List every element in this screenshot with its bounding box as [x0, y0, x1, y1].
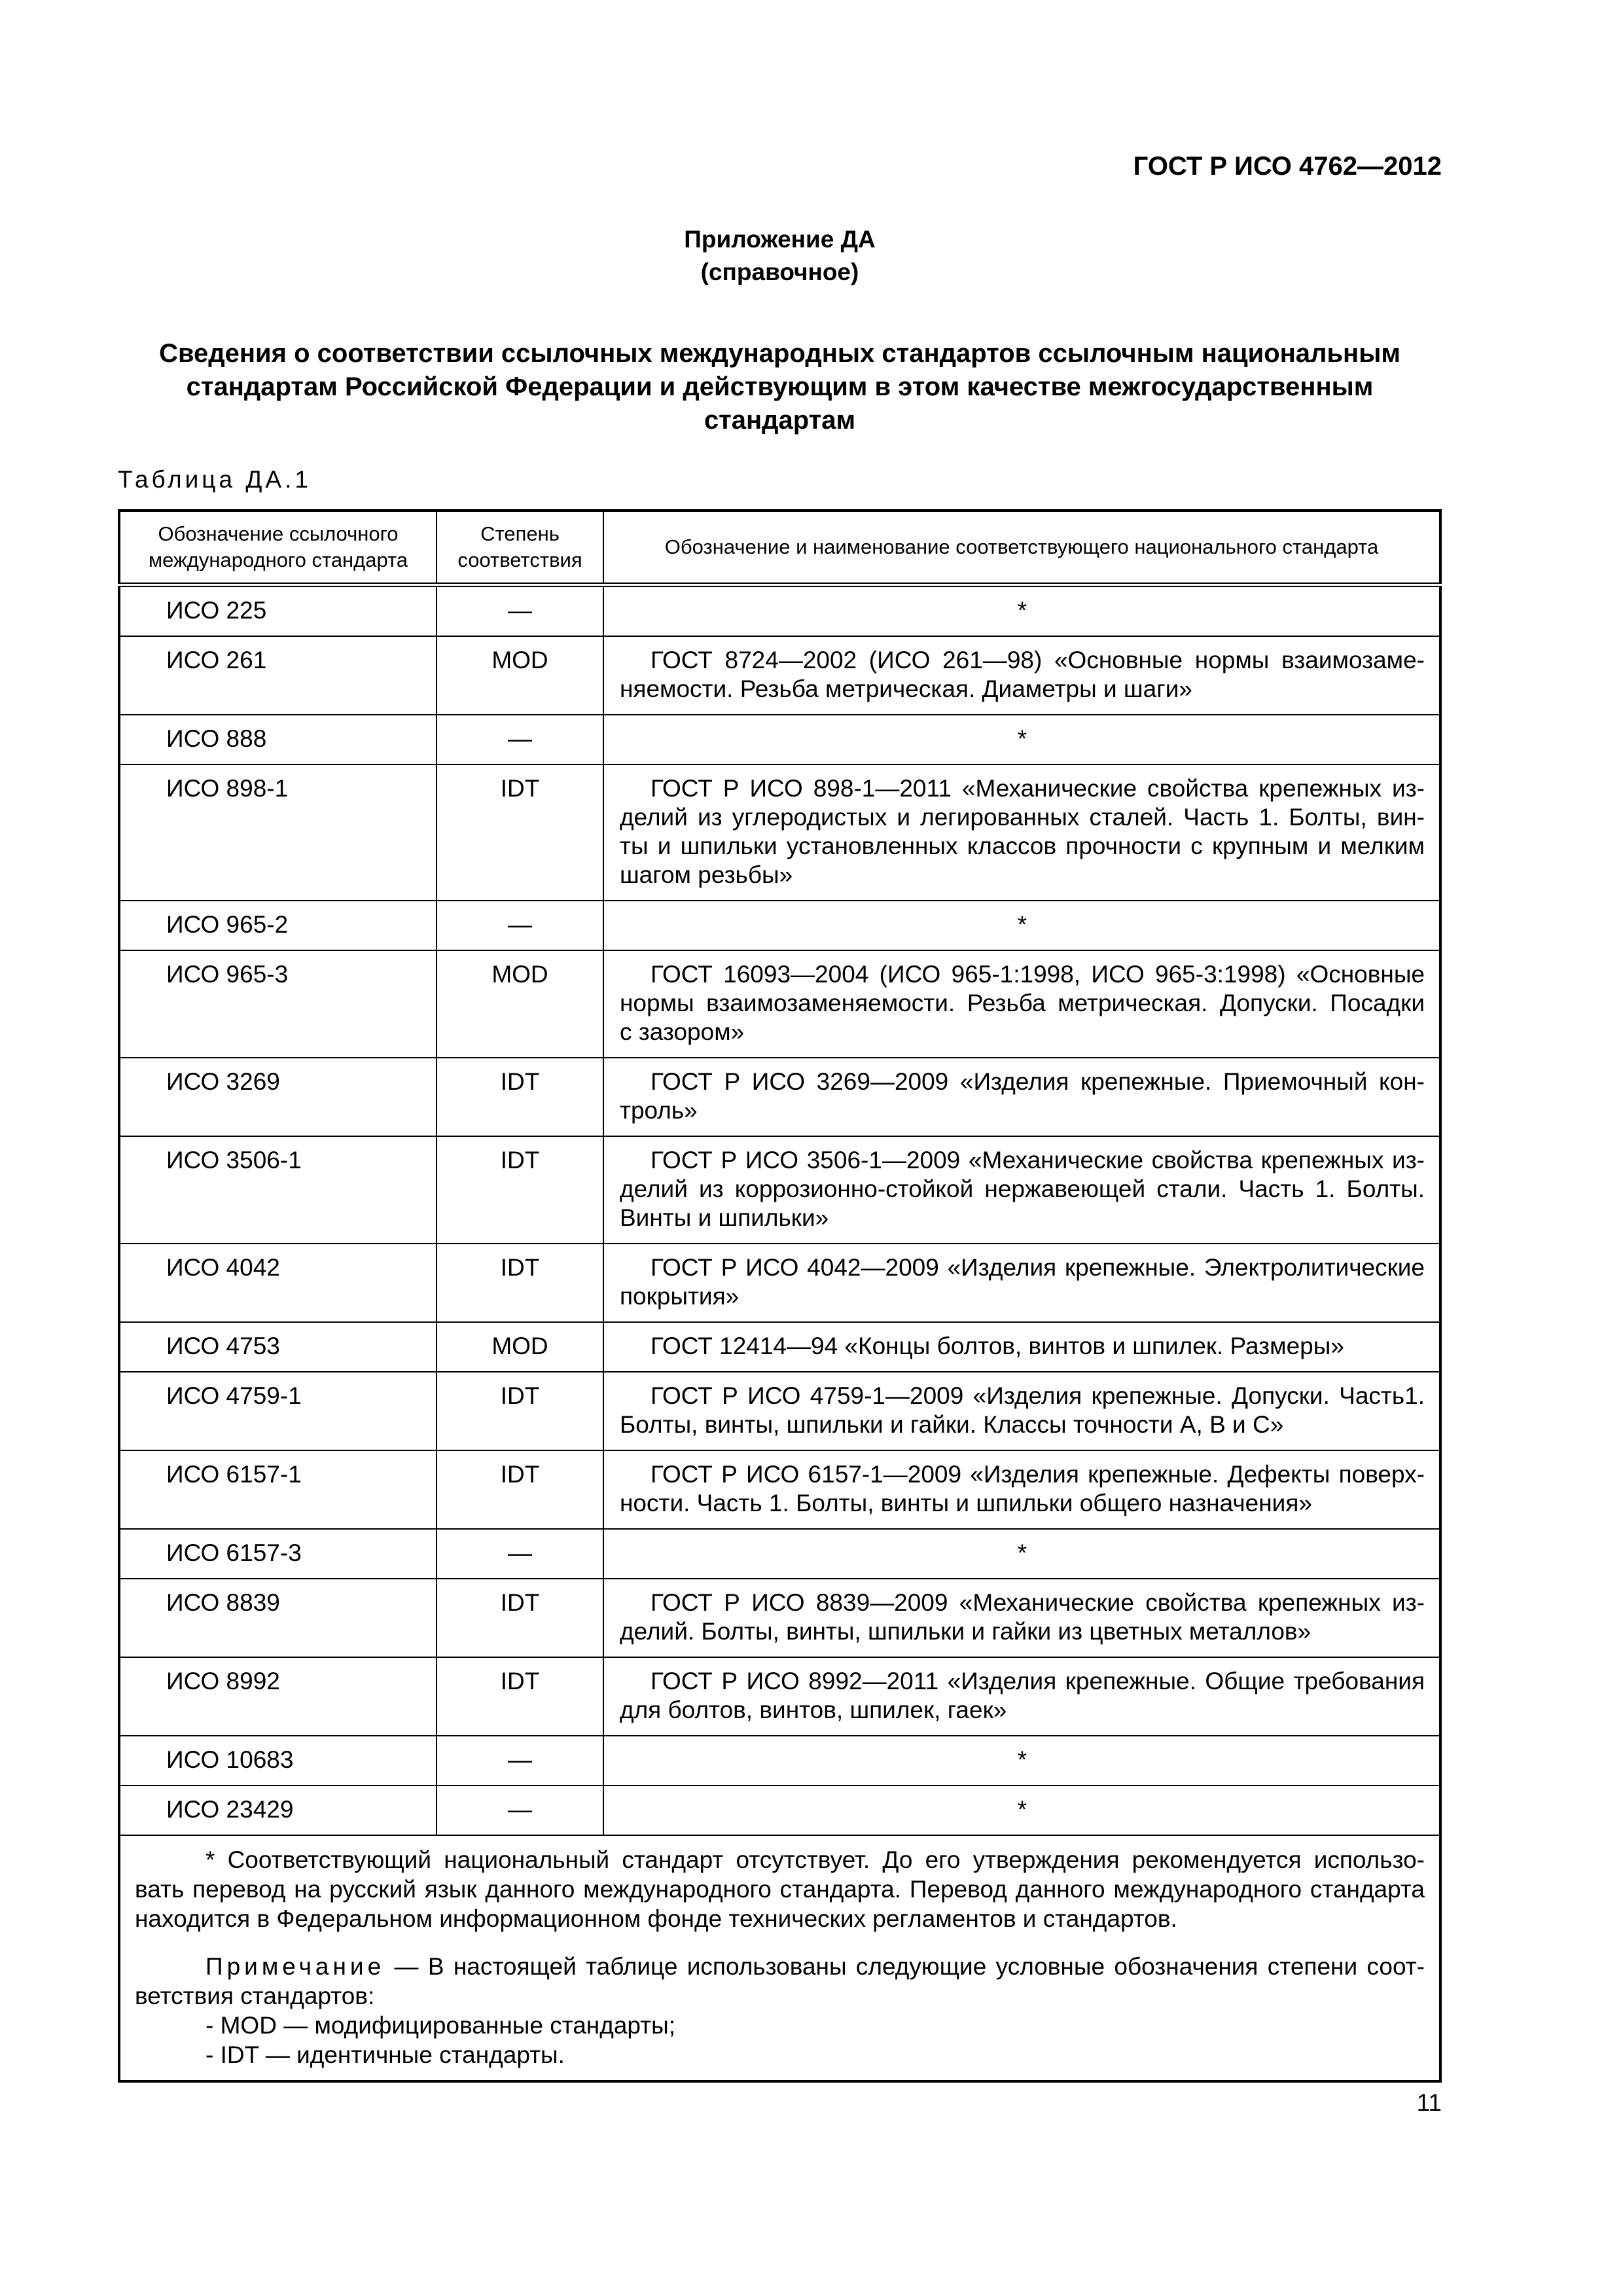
table-row [119, 1136, 1440, 1244]
national-standard-line: ГОСТ Р ИСО 8992—2011 «Изделия крепежные. Общие требования [651, 1668, 1425, 1695]
document-code: ГОСТ Р ИСО 4762—2012 [1133, 152, 1442, 181]
table-footnote-row [119, 1835, 1440, 2081]
national-standard-line: Болты, винты, шпильки и гайки. Классы точности А, В и С» [620, 1411, 1284, 1438]
degree-cell: — [437, 1736, 603, 1785]
national-standard-line: ГОСТ 16093—2004 (ИСО 965-1:1998, ИСО 965-3:1998) «Основные [651, 961, 1425, 988]
table-header-row [119, 511, 1440, 585]
table-row [119, 1785, 1440, 1835]
note-item: - IDT — идентичные стандарты. [205, 2041, 565, 2068]
table-row [119, 764, 1440, 901]
intl-standard-cell: ИСО 4753 [119, 1322, 437, 1372]
degree-cell: — [437, 1785, 603, 1835]
title-line: стандартам [704, 406, 856, 435]
intl-standard-cell: ИСО 23429 [119, 1785, 437, 1835]
degree-cell: IDT [437, 1372, 603, 1450]
intl-standard-cell: ИСО 261 [119, 636, 437, 715]
table-row [119, 901, 1440, 950]
no-national-standard-mark: * [603, 901, 1440, 950]
no-national-standard-mark: * [603, 1529, 1440, 1579]
degree-cell: IDT [437, 1450, 603, 1529]
degree-cell: MOD [437, 950, 603, 1058]
national-standard-cell [603, 1058, 1440, 1136]
title-line: Сведения о соответствии ссылочных международных стандартов ссылочным национальным [159, 339, 1400, 368]
no-national-standard-mark: * [603, 1785, 1440, 1835]
degree-cell: — [437, 585, 603, 637]
annex-type: (справочное) [700, 259, 859, 285]
national-standard-cell [603, 1136, 1440, 1244]
intl-standard-cell: ИСО 4759-1 [119, 1372, 437, 1450]
national-standard-cell [603, 1372, 1440, 1450]
national-standard-line: ГОСТ Р ИСО 3269—2009 «Изделия крепежные. Приемочный кон- [651, 1068, 1425, 1095]
national-standard-line: Винты и шпильки» [620, 1204, 829, 1231]
intl-standard-cell: ИСО 965-3 [119, 950, 437, 1058]
national-standard-cell [603, 764, 1440, 901]
correspondence-table-wrap [118, 509, 1442, 2083]
table-row [119, 1657, 1440, 1736]
table-row [119, 1450, 1440, 1529]
table-row [119, 636, 1440, 715]
intl-standard-cell: ИСО 225 [119, 585, 437, 637]
table-row [119, 1058, 1440, 1136]
annex-title [118, 337, 1442, 437]
table-row [119, 950, 1440, 1058]
national-standard-line: ГОСТ Р ИСО 898-1—2011 «Механические свойства крепежных из- [651, 775, 1425, 802]
national-standard-line: ности. Часть 1. Болты, винты и шпильки общего назначения» [620, 1490, 1312, 1516]
national-standard-line: ГОСТ 8724—2002 (ИСО 261—98) «Основные нормы взаимозаме- [651, 647, 1425, 673]
national-standard-cell [603, 1322, 1440, 1372]
national-standard-cell [603, 1579, 1440, 1657]
table-caption: Таблица ДА.1 [118, 466, 312, 493]
degree-cell: — [437, 715, 603, 764]
national-standard-line: покрытия» [620, 1283, 740, 1310]
national-standard-line: ГОСТ Р ИСО 6157-1—2009 «Изделия крепежные. Дефекты поверх- [651, 1461, 1425, 1488]
note-text: — В настоящей таблице использованы следующие условные обозначения степени соот- [385, 1953, 1425, 1980]
intl-standard-cell: ИСО 4042 [119, 1244, 437, 1322]
degree-cell: IDT [437, 1657, 603, 1736]
national-standard-cell [603, 1450, 1440, 1529]
degree-cell: IDT [437, 1579, 603, 1657]
intl-standard-cell: ИСО 898-1 [119, 764, 437, 901]
note-item: - MOD — модифицированные стандарты; [205, 2012, 675, 2039]
intl-standard-cell: ИСО 888 [119, 715, 437, 764]
table-footnote [119, 1835, 1440, 2081]
page-number: 11 [1416, 2089, 1442, 2116]
degree-cell: MOD [437, 636, 603, 715]
national-standard-line: троль» [620, 1097, 698, 1124]
table-row [119, 1736, 1440, 1785]
annex-label: Приложение ДА [684, 226, 876, 253]
national-standard-cell [603, 636, 1440, 715]
national-standard-line: ГОСТ 12414—94 «Концы болтов, винтов и шпилек. Размеры» [651, 1333, 1344, 1359]
national-standard-cell [603, 1657, 1440, 1736]
national-standard-line: с зазором» [620, 1018, 745, 1045]
table-row [119, 585, 1440, 637]
national-standard-line: ГОСТ Р ИСО 4042—2009 «Изделия крепежные. Электролитические [651, 1254, 1425, 1281]
degree-cell: IDT [437, 1058, 603, 1136]
table-row [119, 1529, 1440, 1579]
intl-standard-cell: ИСО 3269 [119, 1058, 437, 1136]
intl-standard-cell: ИСО 3506-1 [119, 1136, 437, 1244]
note-line: ветствия стандартов: [135, 1982, 375, 2009]
footnote-line: * Соответствующий национальный стандарт отсутствует. До его утверждения рекомендуется использо- [205, 1846, 1425, 1873]
national-standard-line: няемости. Резьба метрическая. Диаметры и шаги» [620, 675, 1192, 702]
header-intl-standard: Обозначение ссылочного международного стандарта [119, 511, 437, 585]
national-standard-line: делий из углеродистых и легированных сталей. Часть 1. Болты, вин- [620, 804, 1425, 831]
intl-standard-cell: ИСО 6157-1 [119, 1450, 437, 1529]
header-national-standard: Обозначение и наименование соответствующего национального стандарта [603, 511, 1440, 585]
note-label: Примечание [205, 1953, 385, 1980]
table-row [119, 715, 1440, 764]
degree-cell: — [437, 901, 603, 950]
degree-cell: — [437, 1529, 603, 1579]
table-row [119, 1244, 1440, 1322]
national-standard-line: шагом резьбы» [620, 861, 793, 888]
header-degree: Степень соответствия [437, 511, 603, 585]
national-standard-line: делий из коррозионно-стойкой нержавеющей стали. Часть 1. Болты. [620, 1175, 1425, 1202]
degree-cell: IDT [437, 764, 603, 901]
no-national-standard-mark: * [603, 585, 1440, 637]
correspondence-table [118, 509, 1442, 2083]
national-standard-cell [603, 1244, 1440, 1322]
degree-cell: MOD [437, 1322, 603, 1372]
footnote-line: находится в Федеральном информационном фонде технических регламентов и стандартов. [135, 1905, 1177, 1932]
note-line [135, 1952, 1425, 1981]
national-standard-line: нормы взаимозаменяемости. Резьба метрическая. Допуски. Посадки [620, 990, 1425, 1016]
no-national-standard-mark: * [603, 1736, 1440, 1785]
footnote-line: вать перевод на русский язык данного международного стандарта. Перевод данного международного стандарта [135, 1876, 1425, 1903]
no-national-standard-mark: * [603, 715, 1440, 764]
national-standard-line: для болтов, винтов, шпилек, гаек» [620, 1696, 1007, 1723]
intl-standard-cell: ИСО 8992 [119, 1657, 437, 1736]
table-row [119, 1579, 1440, 1657]
national-standard-line: ГОСТ Р ИСО 4759-1—2009 «Изделия крепежные. Допуски. Часть1. [651, 1382, 1425, 1409]
table-row [119, 1372, 1440, 1450]
intl-standard-cell: ИСО 965-2 [119, 901, 437, 950]
national-standard-line: ты и шпильки установленных классов прочности с крупным и мелким [620, 833, 1425, 859]
degree-cell: IDT [437, 1136, 603, 1244]
intl-standard-cell: ИСО 6157-3 [119, 1529, 437, 1579]
intl-standard-cell: ИСО 8839 [119, 1579, 437, 1657]
intl-standard-cell: ИСО 10683 [119, 1736, 437, 1785]
national-standard-line: делий. Болты, винты, шпильки и гайки из цветных металлов» [620, 1618, 1311, 1645]
title-line: стандартам Российской Федерации и действующим в этом качестве межгосударственным [186, 372, 1374, 401]
national-standard-cell [603, 950, 1440, 1058]
national-standard-line: ГОСТ Р ИСО 3506-1—2009 «Механические свойства крепежных из- [651, 1147, 1425, 1174]
national-standard-line: ГОСТ Р ИСО 8839—2009 «Механические свойства крепежных из- [651, 1589, 1425, 1616]
table-row [119, 1322, 1440, 1372]
degree-cell: IDT [437, 1244, 603, 1322]
